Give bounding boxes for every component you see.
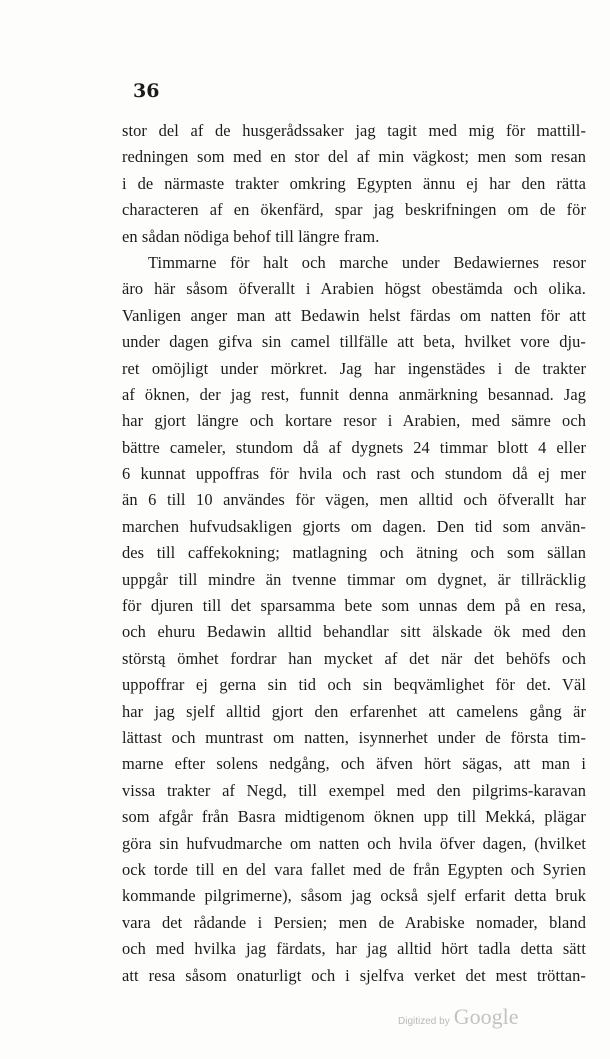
text-line: har jag sjelf alltid gjort den erfarenhet att camelens gång är [122, 701, 586, 721]
text-line: under dagen gifva sin camel tillfälle att beta, hvilket vore dju- [122, 332, 586, 352]
text-line: vara det rådande i Persien; men de Arabiske nomader, bland [122, 912, 586, 932]
text-line: störstą ömhet fordrar han mycket af det när det behöfs och [122, 648, 586, 668]
watermark-prefix: Digitized by [398, 1016, 450, 1027]
text-line: uppgår till mindre än tvenne timmar om dygnet, är tillräcklig [122, 569, 586, 589]
text-line: redningen som med en stor del af min vägkost; men som resan [122, 147, 586, 167]
digitized-watermark [398, 1004, 518, 1030]
text-line: ret omöjligt under mörkret. Jag har ingenstädes i de trakter [122, 358, 586, 378]
page-number: 36 [133, 80, 160, 102]
text-line: Timmarne för halt och marche under Bedawiernes resor [148, 252, 586, 272]
text-line: characteren af en ökenfärd, spar jag beskrifningen om de för [122, 200, 586, 220]
text-line: uppoffrar ej gerna sin tid och sin beqvämlighet för det. Väl [122, 675, 586, 695]
text-line: äro här såsom öfverallt i Arabien högst obestämda och olika. [122, 279, 586, 299]
text-line: i de närmaste trakter omkring Egypten ännu ej har den rätta [122, 173, 586, 193]
text-line: än 6 till 10 användes för vägen, men alltid och öfverallt har [122, 490, 586, 510]
text-line: marne efter solens nedgång, och äfven hört sägas, att man i [122, 754, 586, 774]
text-line: och med hvilka jag färdats, har jag alltid hört tadla detta sätt [122, 939, 586, 959]
text-line: bättre cameler, stundom då af dygnets 24 timmar blott 4 eller [122, 437, 586, 457]
text-line: vissa trakter af Negd, till exempel med den pilgrims-karavan [122, 780, 586, 800]
text-line: 6 kunnat uppoffras för hvila och rast och stundom då ej mer [122, 464, 586, 484]
text-line: har gjort längre och kortare resor i Arabien, med sämre och [122, 411, 586, 431]
text-line: en sådan nödiga behof till längre fram. [122, 226, 380, 246]
text-line: och ehuru Bedawin alltid behandlar sitt älskade ök med den [122, 622, 586, 642]
text-line: ock torde till en del vara fallet med de från Egypten och Syrien [122, 859, 586, 879]
text-line: för djuren till det sparsamma bete som unnas dem på en resa, [122, 596, 586, 616]
google-logo: Google [453, 1004, 519, 1029]
body-text [122, 118, 586, 989]
text-line: göra sin hufvudmarche om natten och hvila öfver dagen, (hvilket [122, 833, 586, 853]
text-line: marchen hufvudsakligen gjorts om dagen. Den tid som använ- [122, 516, 586, 536]
text-line: des till caffekokning; matlagning och ätning och som sällan [122, 543, 586, 563]
text-line: att resa såsom onaturligt och i sjelfva verket det mest tröttan- [122, 965, 586, 985]
text-line: Vanligen anger man att Bedawin helst färdas om natten för att [122, 305, 586, 325]
text-line: stor del af de husgerådssaker jag tagit med mig för mattill- [122, 121, 586, 140]
text-line: som afgår från Basra midtigenom öknen upp till Mekká, plägar [122, 807, 586, 827]
text-line: lättast och muntrast om natten, isynnerhet under de första tim- [122, 727, 586, 747]
text-line: kommande pilgrimerne), såsom jag också sjelf erfarit detta bruk [122, 886, 586, 906]
text-line: af öknen, der jag rest, funnit denna anmärkning besannad. Jag [122, 384, 586, 404]
